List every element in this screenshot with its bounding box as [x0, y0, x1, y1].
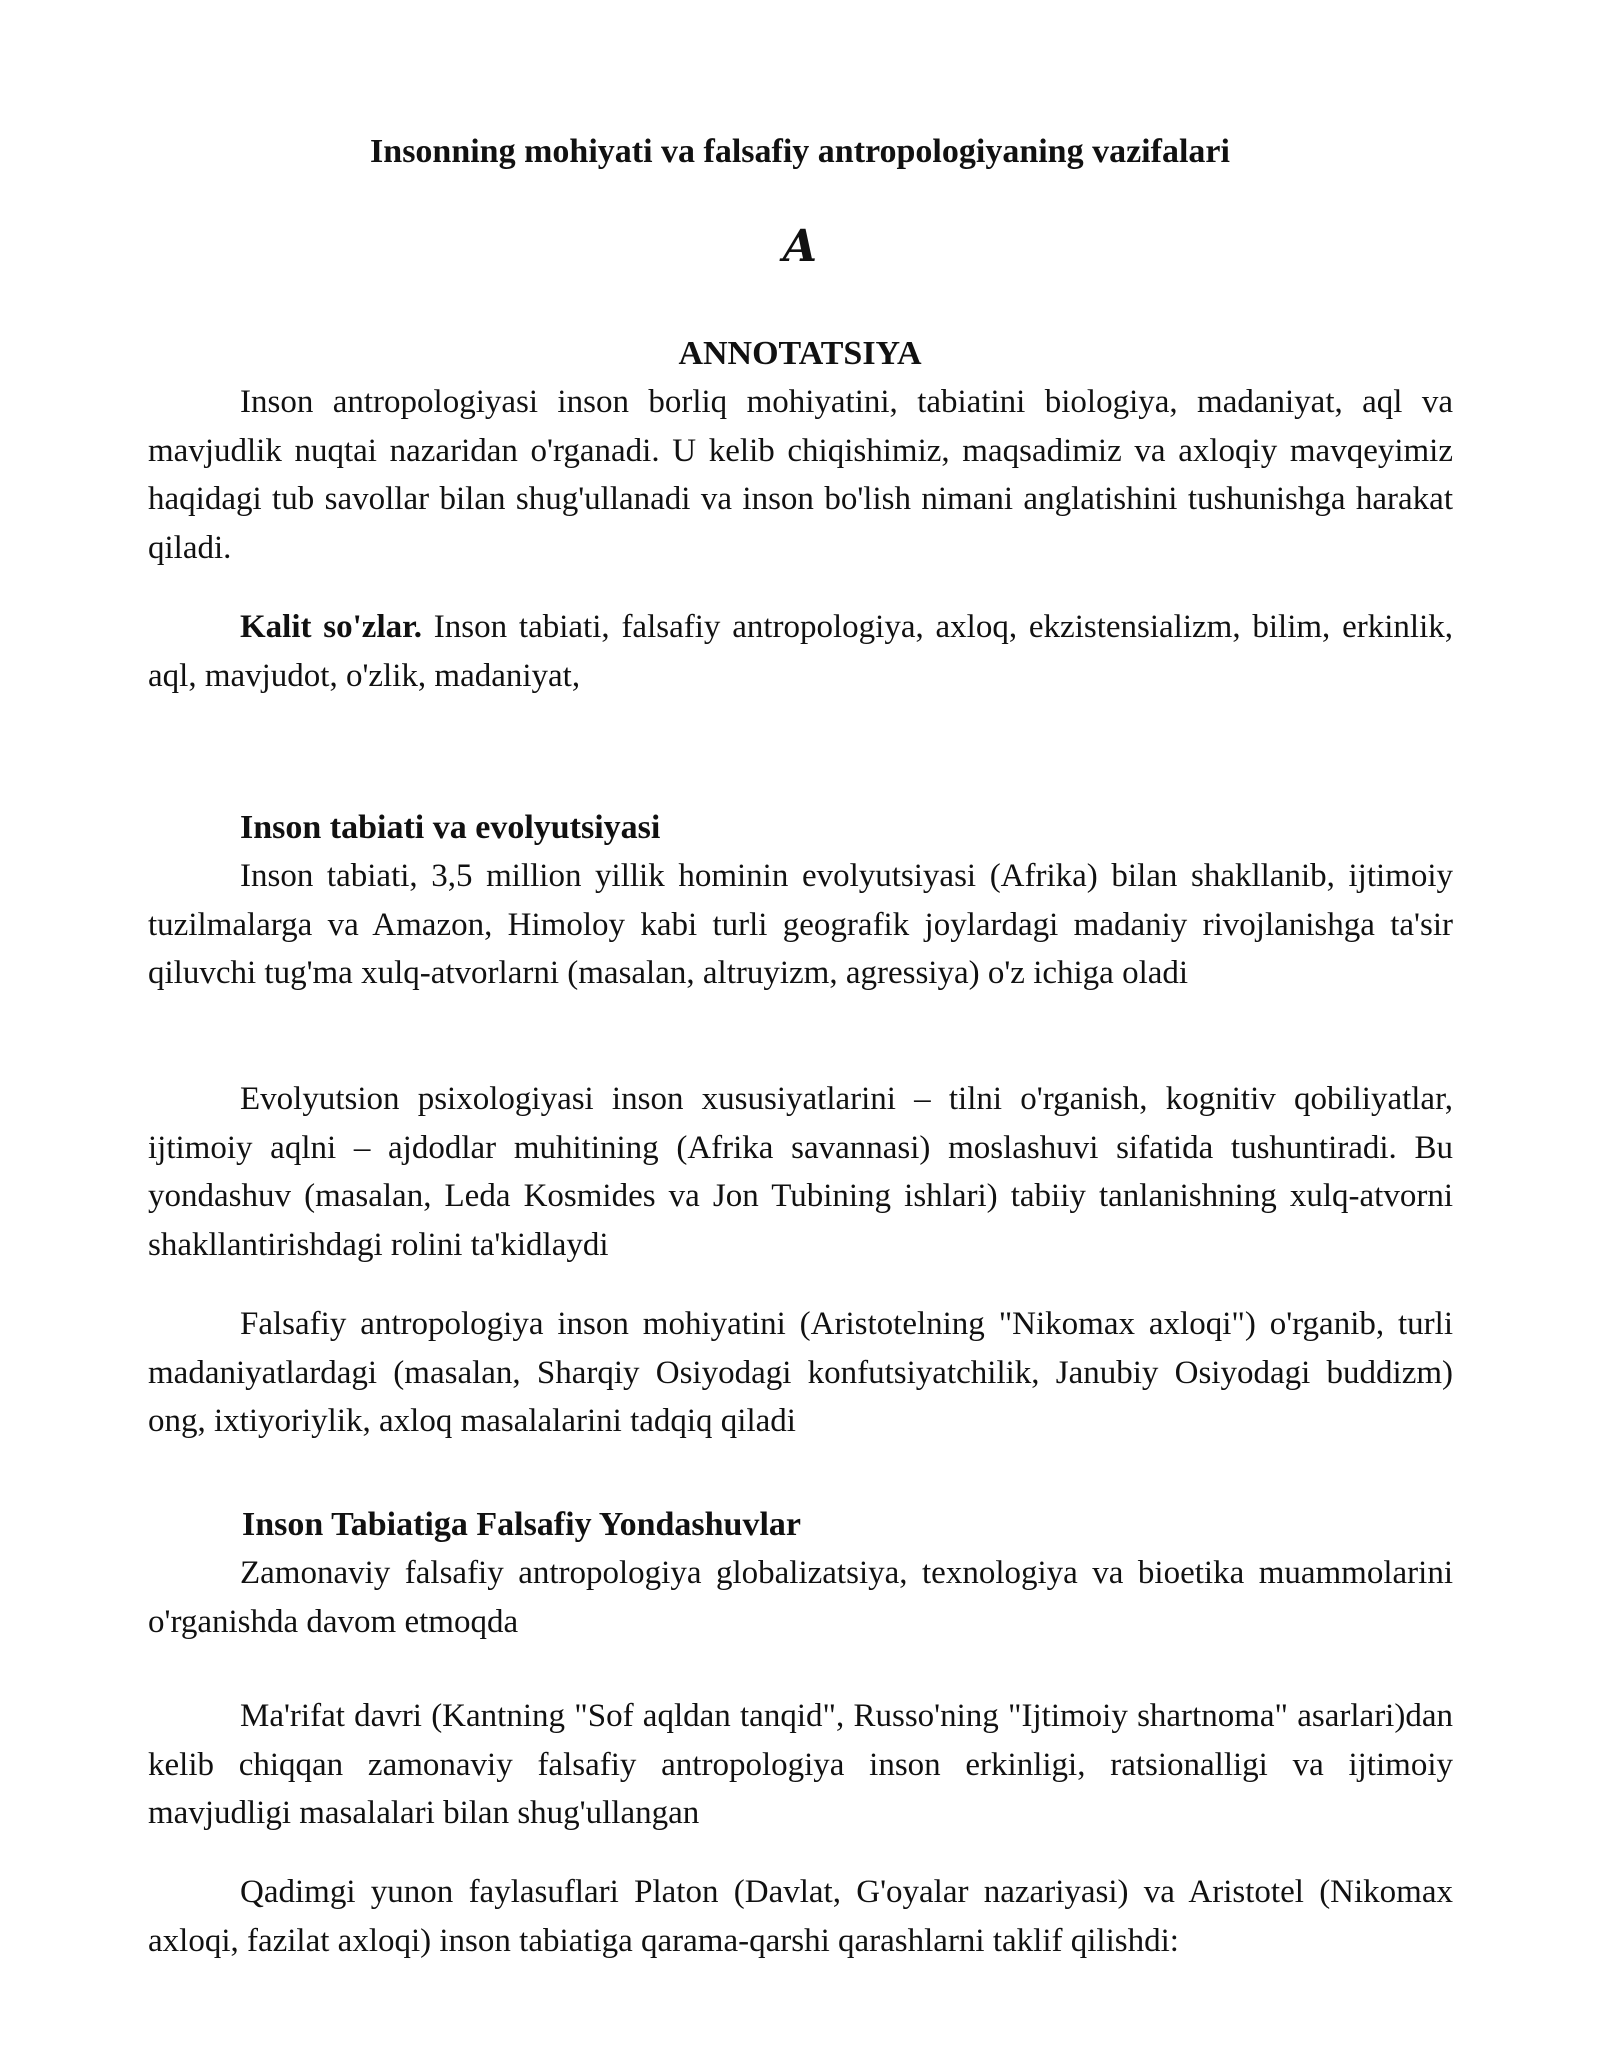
section1-paragraph-2: Evolyutsion psixologiyasi inson xususiyatlarini – tilni o'rganish, kognitiv qobiliyatlar, ijtimoiy aqlni – ajdodlar muhitining (Afrika savannasi) moslashuvi sifatida tushuntiradi. Bu yondashuv (masalan, Leda Kosmides va Jon Tubining ishlari) tabiiy tanlanishning xulq-atvorni shakllantirishdagi rolini ta'kidlaydi [148, 1081, 1453, 1263]
section1-paragraph-1: Inson tabiati, 3,5 million yillik hominin evolyutsiyasi (Afrika) bilan shakllanib, ijtimoiy tuzilmalarga va Amazon, Himoloy kabi turli geografik joylardagi madaniy rivojlanishga ta'sir qiluvchi tug'ma xulq-atvorlarni (masalan, altruyizm, agressiya) o'z ichiga oladi [148, 858, 1453, 991]
annotation-paragraph: Inson antropologiyasi inson borliq mohiyatini, tabiatini biologiya, madaniyat, aql va mavjudlik nuqtai nazaridan o'rganadi. U kelib chiqishimiz, maqsadimiz va axloqiy mavqeyimiz haqidagi tub savollar bilan shug'ullanadi va inson bo'lish nimani anglatishini tushunishga harakat qiladi. [148, 384, 1453, 566]
keywords-text: Inson tabiati, falsafiy antropologiya, axloq, ekzistensializm, bilim, erkinlik, aql, mavjudot, o'zlik, madaniyat, [148, 609, 1453, 694]
section1-heading: Inson tabiati va evolyutsiyasi [240, 809, 661, 846]
section2-paragraph-2: Ma'rifat davri (Kantning "Sof aqldan tanqid", Russo'ning "Ijtimoiy shartnoma" asarlari)dan kelib chiqqan zamonaviy falsafiy antropologiya inson erkinligi, ratsionalligi va ijtimoiy mavjudligi masalalari bilan shug'ullangan [148, 1698, 1453, 1831]
section1-paragraph-3: Falsafiy antropologiya inson mohiyatini (Aristotelning "Nikomax axloqi") o'rganib, turli madaniyatlardagi (masalan, Sharqiy Osiyodagi konfutsiyatchilik, Janubiy Osiyodagi buddizm) ong, ixtiyoriylik, axloq masalalarini tadqiq qiladi [148, 1306, 1453, 1439]
keywords-label: Kalit so'zlar. [240, 609, 422, 645]
section2-heading: Inson Tabiatiga Falsafiy Yondashuvlar [242, 1506, 801, 1543]
document-title: Insonning mohiyati va falsafiy antropologiyaning vazifalari [370, 133, 1230, 170]
section2-paragraph-1: Zamonaviy falsafiy antropologiya globalizatsiya, texnologiya va bioetika muammolarini o'rganishda davom etmoqda [148, 1555, 1453, 1640]
logo-letter: A [782, 221, 818, 272]
annotation-heading: ANNOTATSIYA [678, 335, 922, 372]
keywords-paragraph [148, 603, 1453, 700]
section2-paragraph-3: Qadimgi yunon faylasuflari Platon (Davlat, G'oyalar nazariyasi) va Aristotel (Nikomax axloqi, fazilat axloqi) inson tabiatiga qarama-qarshi qarashlarni taklif qilishdi: [148, 1874, 1453, 1959]
